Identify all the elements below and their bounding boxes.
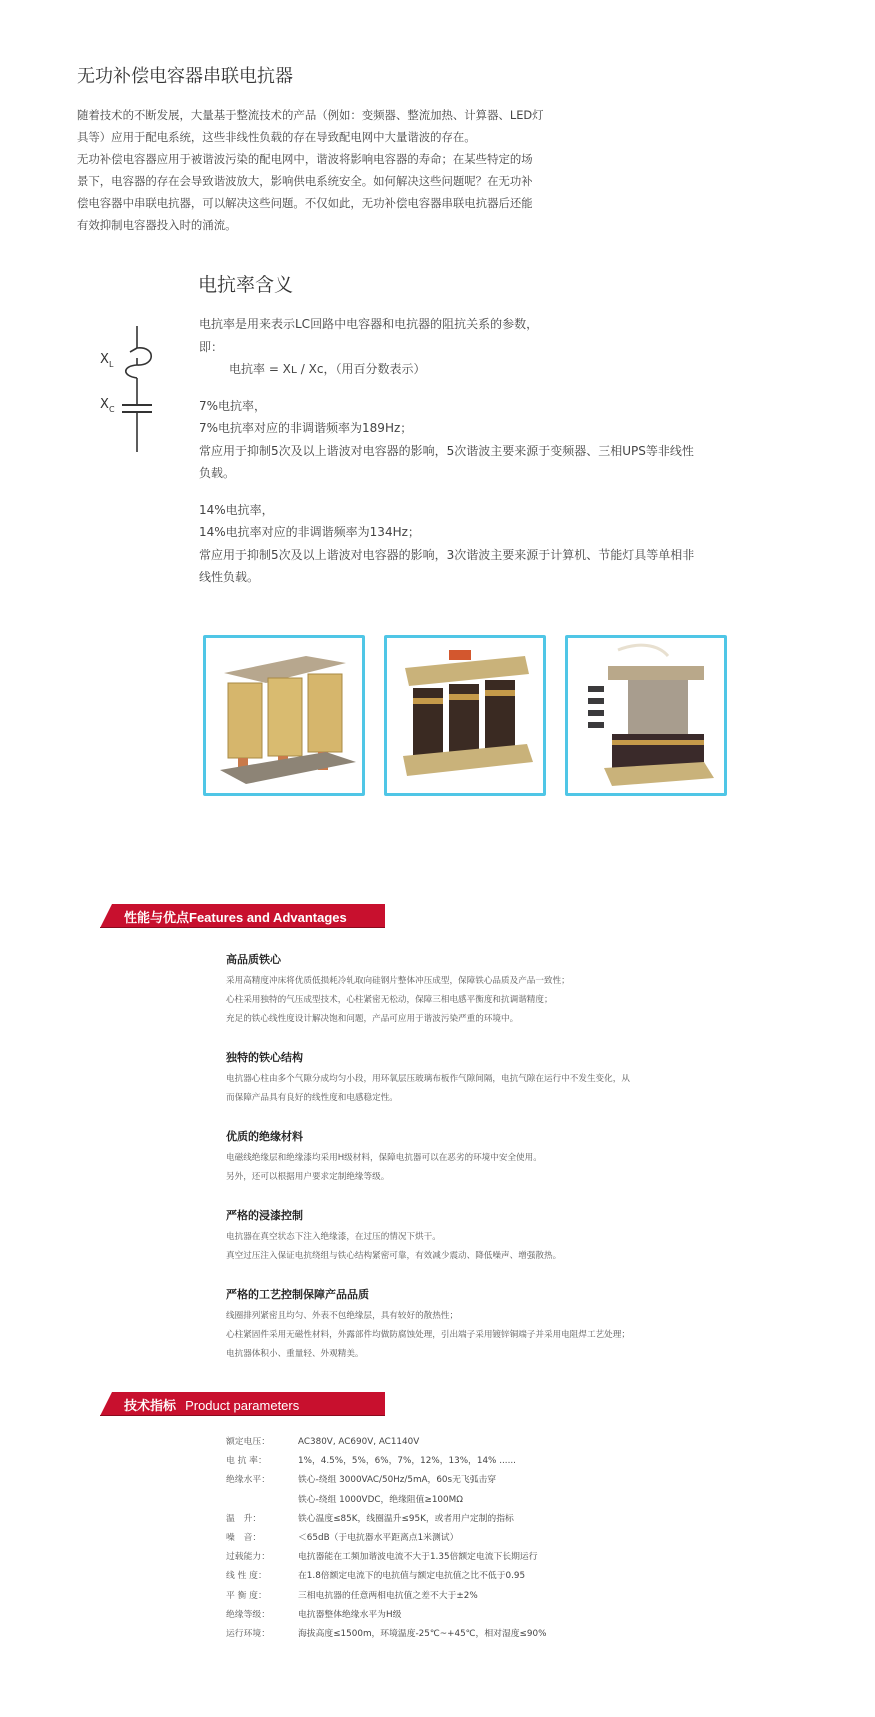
param-label: 线 性 度： — [226, 1571, 267, 1582]
intro-line: 景下，电容器的存在会导致谐波放大，影响供电系统安全。如何解决这些问题呢？在无功补 — [77, 174, 533, 188]
definition-line: 电抗率是用来表示LC回路中电容器和电抗器的阻抗关系的参数， — [199, 317, 539, 331]
param-value: 三相电抗器的任意两相电抗值之差不大于±2% — [298, 1590, 478, 1601]
param-value: ＜65dB（于电抗器水平距离点1米测试） — [298, 1532, 459, 1543]
lc-circuit-diagram — [92, 318, 172, 458]
param-value: 铁心-绕组 3000VAC/50Hz/5mA，60s无飞弧击穿 — [298, 1475, 497, 1486]
param-label: 运行环境： — [226, 1628, 270, 1639]
param-label: 绝缘等级： — [226, 1609, 270, 1620]
params-banner-en: Product parameters — [185, 1398, 300, 1413]
param-row — [226, 1510, 726, 1529]
intro-line: 具等）应用于配电系统，这些非线性负载的存在导致配电网中大量谐波的存在。 — [77, 130, 476, 144]
feature-line: 线圈排列紧密且均匀、外表不包绝缘层，具有较好的散热性； — [226, 1311, 459, 1321]
reactance-14-line: 14%电抗率， — [199, 502, 274, 517]
feature-line: 而保障产品具有良好的线性度和电感稳定性。 — [226, 1093, 398, 1103]
feature-line: 真空过压注入保证电抗绕组与铁心结构紧密可靠，有效减少震动、降低噪声、增强散热。 — [226, 1251, 562, 1261]
feature-item — [226, 1207, 726, 1266]
param-row — [226, 1471, 726, 1490]
xl-label: X — [100, 352, 109, 367]
param-label: 温 升： — [226, 1513, 262, 1524]
param-value: 电抗器整体绝缘水平为H级 — [298, 1609, 402, 1620]
feature-title: 严格的浸漆控制 — [226, 1209, 303, 1222]
param-row — [226, 1529, 726, 1548]
intro-line: 随着技术的不断发展，大量基于整流技术的产品（例如：变频器、整流加热、计算器、LED灯 — [77, 108, 544, 122]
param-value: 海拔高度≤1500m，环境温度-25℃~+45℃，相对湿度≤90% — [298, 1628, 547, 1639]
param-value: 铁心温度≤85K，线圈温升≤95K，或者用户定制的指标 — [298, 1513, 514, 1524]
definition-line: 即： — [199, 339, 224, 354]
xc-label: X — [100, 397, 109, 412]
reactance-7-line: 7%电抗率， — [199, 398, 267, 413]
param-value: AC380V, AC690V, AC1140V — [298, 1437, 420, 1447]
param-value: 电抗器能在工频加谐波电流不大于1.35倍额定电流下长期运行 — [298, 1552, 538, 1563]
features-banner-en: Features and Advantages — [189, 910, 347, 925]
reactance-14-line: 线性负载。 — [199, 570, 260, 584]
reactor-photo-2 — [384, 635, 546, 796]
feature-line: 电抗器在真空状态下注入绝缘漆，在过压的情况下烘干。 — [226, 1232, 441, 1242]
param-label: 过载能力： — [226, 1552, 270, 1563]
reactance-heading: 电抗率含义 — [198, 274, 294, 296]
xc-subscript: C — [109, 405, 115, 414]
params-banner-cn: 技术指标 — [124, 1399, 177, 1414]
param-label: 平 衡 度： — [226, 1590, 267, 1601]
params-banner — [100, 1392, 385, 1416]
params-table — [226, 1433, 726, 1644]
reactance-7-line: 负载。 — [199, 466, 236, 480]
intro-line: 偿电容器中串联电抗器，可以解决这些问题。不仅如此，无功补偿电容器串联电抗器后还能 — [77, 196, 533, 210]
feature-line: 采用高精度冲床将优质低损耗冷轧取向硅钢片整体冲压成型，保障铁心品质及产品一致性； — [226, 976, 570, 986]
feature-item — [226, 1128, 726, 1187]
param-value: 在1.8倍额定电流下的电抗值与额定电抗值之比不低于0.95 — [298, 1571, 526, 1582]
param-label: 额定电压： — [226, 1437, 270, 1447]
reactance-explanation — [199, 313, 739, 589]
features-list — [226, 951, 726, 1384]
feature-line: 心柱采用独特的气压成型技术，心柱紧密无松动，保障三相电感平衡度和抗调谐精度； — [226, 995, 553, 1005]
feature-item — [226, 1286, 726, 1364]
param-label: 噪 音： — [226, 1532, 262, 1543]
feature-title: 高品质铁心 — [226, 953, 281, 966]
feature-line: 充足的铁心线性度设计解决饱和问题，产品可应用于谐波污染严重的环境中。 — [226, 1014, 519, 1024]
intro-paragraph — [77, 104, 617, 236]
param-label — [226, 1491, 298, 1510]
intro-line: 无功补偿电容器应用于被谐波污染的配电网中，谐波将影响电容器的寿命；在某些特定的场 — [77, 152, 533, 166]
param-row — [226, 1606, 726, 1625]
param-value: 1%，4.5%，5%，6%，7%，12%，13%，14% ...... — [298, 1456, 516, 1467]
feature-title: 严格的工艺控制保障产品品质 — [226, 1288, 369, 1301]
intro-line: 有效抑制电容器投入时的涌流。 — [77, 218, 237, 232]
param-label: 绝缘水平： — [226, 1475, 270, 1486]
feature-item — [226, 951, 726, 1029]
param-label: 电 抗 率： — [226, 1456, 267, 1467]
param-value: 铁心-绕组 1000VDC，绝缘阻值≥100MΩ — [298, 1494, 463, 1505]
reactance-formula: 电抗率 = Xʟ / Xᴄ，（用百分数表示） — [229, 362, 426, 376]
feature-line: 心柱紧固件采用无磁性材料，外露部件均做防腐蚀处理，引出端子采用镀锌铜端子并采用电阻焊工艺处理； — [226, 1330, 630, 1340]
reactance-14-line: 14%电抗率对应的非调谐频率为134Hz； — [199, 525, 420, 539]
xl-subscript: L — [109, 360, 114, 369]
reactor-photo-3 — [565, 635, 727, 796]
param-row — [226, 1452, 726, 1471]
features-banner-cn: 性能与优点 — [124, 911, 190, 926]
features-banner — [100, 904, 385, 928]
feature-line: 电抗器体积小、重量轻、外观精美。 — [226, 1349, 364, 1359]
feature-line: 电磁线绝缘层和绝缘漆均采用H级材料，保障电抗器可以在恶劣的环境中安全使用。 — [226, 1153, 542, 1163]
reactance-7-line: 常应用于抑制5次及以上谐波对电容器的影响，5次谐波主要来源于变频器、三相UPS等非线性 — [199, 443, 694, 458]
param-row — [226, 1625, 726, 1644]
param-row — [226, 1491, 726, 1510]
param-row — [226, 1548, 726, 1567]
feature-title: 优质的绝缘材料 — [226, 1130, 303, 1143]
page-title: 无功补偿电容器串联电抗器 — [77, 66, 293, 87]
product-photos — [203, 635, 728, 802]
reactance-7-line: 7%电抗率对应的非调谐频率为189Hz； — [199, 421, 413, 435]
reactor-photo-1 — [203, 635, 365, 796]
feature-title: 独特的铁心结构 — [226, 1051, 303, 1064]
param-row — [226, 1567, 726, 1586]
param-row — [226, 1587, 726, 1606]
feature-line: 另外，还可以根据用户要求定制绝缘等级。 — [226, 1172, 390, 1182]
feature-item — [226, 1049, 726, 1108]
feature-line: 电抗器心柱由多个气隙分成均匀小段，用环氧层压玻璃布板作气隙间隔，电抗气隙在运行中不发生变化，从 — [226, 1074, 630, 1084]
reactance-14-line: 常应用于抑制5次及以上谐波对电容器的影响，3次谐波主要来源于计算机、节能灯具等单相非 — [199, 547, 695, 562]
param-row — [226, 1433, 726, 1452]
